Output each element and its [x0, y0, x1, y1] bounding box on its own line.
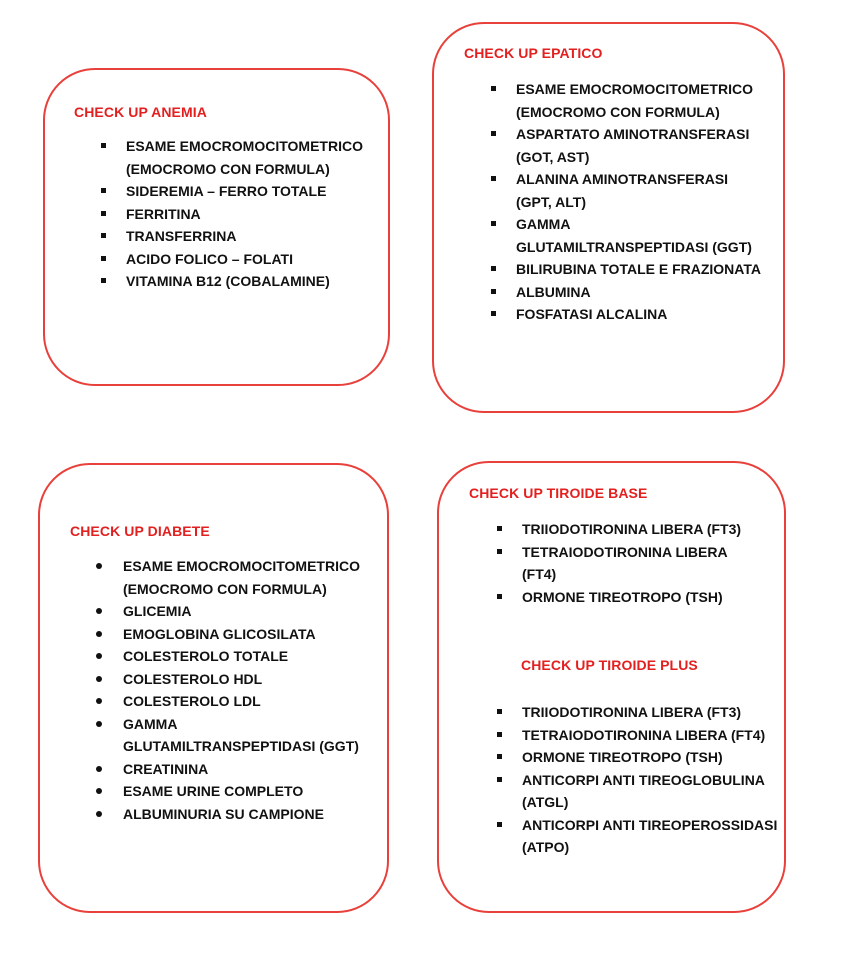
list-item: ACIDO FOLICO – FOLATI [126, 248, 366, 271]
list-item: VITAMINA B12 (COBALAMINE) [126, 270, 366, 293]
list-item: SIDEREMIA – FERRO TOTALE [126, 180, 366, 203]
list-item: EMOGLOBINA GLICOSILATA [123, 623, 363, 646]
checkup-diabete-title: CHECK UP DIABETE [70, 523, 210, 539]
checkup-epatico-title: CHECK UP EPATICO [464, 45, 603, 61]
list-item: ANTICORPI ANTI TIREOPEROSSIDASI (ATPO) [522, 814, 784, 859]
list-item: ALBUMINURIA SU CAMPIONE [123, 803, 363, 826]
checkup-tiroide-plus-list [522, 701, 784, 859]
list-item: FOSFATASI ALCALINA [516, 303, 766, 326]
list-item: TETRAIODOTIRONINA LIBERA (FT4) [522, 724, 784, 747]
checkup-tiroide-base-list [522, 518, 762, 608]
list-item: FERRITINA [126, 203, 366, 226]
list-item: TRIIODOTIRONINA LIBERA (FT3) [522, 701, 784, 724]
list-item: GLICEMIA [123, 600, 363, 623]
list-item: TRIIODOTIRONINA LIBERA (FT3) [522, 518, 762, 541]
list-item: TRANSFERRINA [126, 225, 366, 248]
list-item: GAMMA GLUTAMILTRANSPEPTIDASI (GGT) [123, 713, 363, 758]
list-item: ESAME URINE COMPLETO [123, 780, 363, 803]
list-item: CREATININA [123, 758, 363, 781]
list-item: COLESTEROLO HDL [123, 668, 363, 691]
list-item: ANTICORPI ANTI TIREOGLOBULINA (ATGL) [522, 769, 784, 814]
list-item: ESAME EMOCROMOCITOMETRICO (EMOCROMO CON FORMULA) [516, 78, 766, 123]
list-item: GAMMA GLUTAMILTRANSPEPTIDASI (GGT) [516, 213, 766, 258]
list-item: ALBUMINA [516, 281, 766, 304]
checkup-tiroide-base-title: CHECK UP TIROIDE BASE [469, 485, 648, 501]
list-item: TETRAIODOTIRONINA LIBERA (FT4) [522, 541, 762, 586]
list-item: ESAME EMOCROMOCITOMETRICO (EMOCROMO CON FORMULA) [126, 135, 366, 180]
list-item: ASPARTATO AMINOTRANSFERASI (GOT, AST) [516, 123, 766, 168]
checkup-anemia-list [126, 135, 366, 293]
list-item: ALANINA AMINOTRANSFERASI (GPT, ALT) [516, 168, 766, 213]
checkup-diabete-list [123, 555, 363, 825]
list-item: ORMONE TIREOTROPO (TSH) [522, 586, 762, 609]
checkup-tiroide-plus-title: CHECK UP TIROIDE PLUS [521, 657, 698, 673]
checkup-anemia-title: CHECK UP ANEMIA [74, 104, 207, 120]
checkup-epatico-list [516, 78, 766, 326]
list-item: BILIRUBINA TOTALE E FRAZIONATA [516, 258, 766, 281]
list-item: COLESTEROLO TOTALE [123, 645, 363, 668]
list-item: ORMONE TIREOTROPO (TSH) [522, 746, 784, 769]
list-item: COLESTEROLO LDL [123, 690, 363, 713]
list-item: ESAME EMOCROMOCITOMETRICO (EMOCROMO CON FORMULA) [123, 555, 363, 600]
